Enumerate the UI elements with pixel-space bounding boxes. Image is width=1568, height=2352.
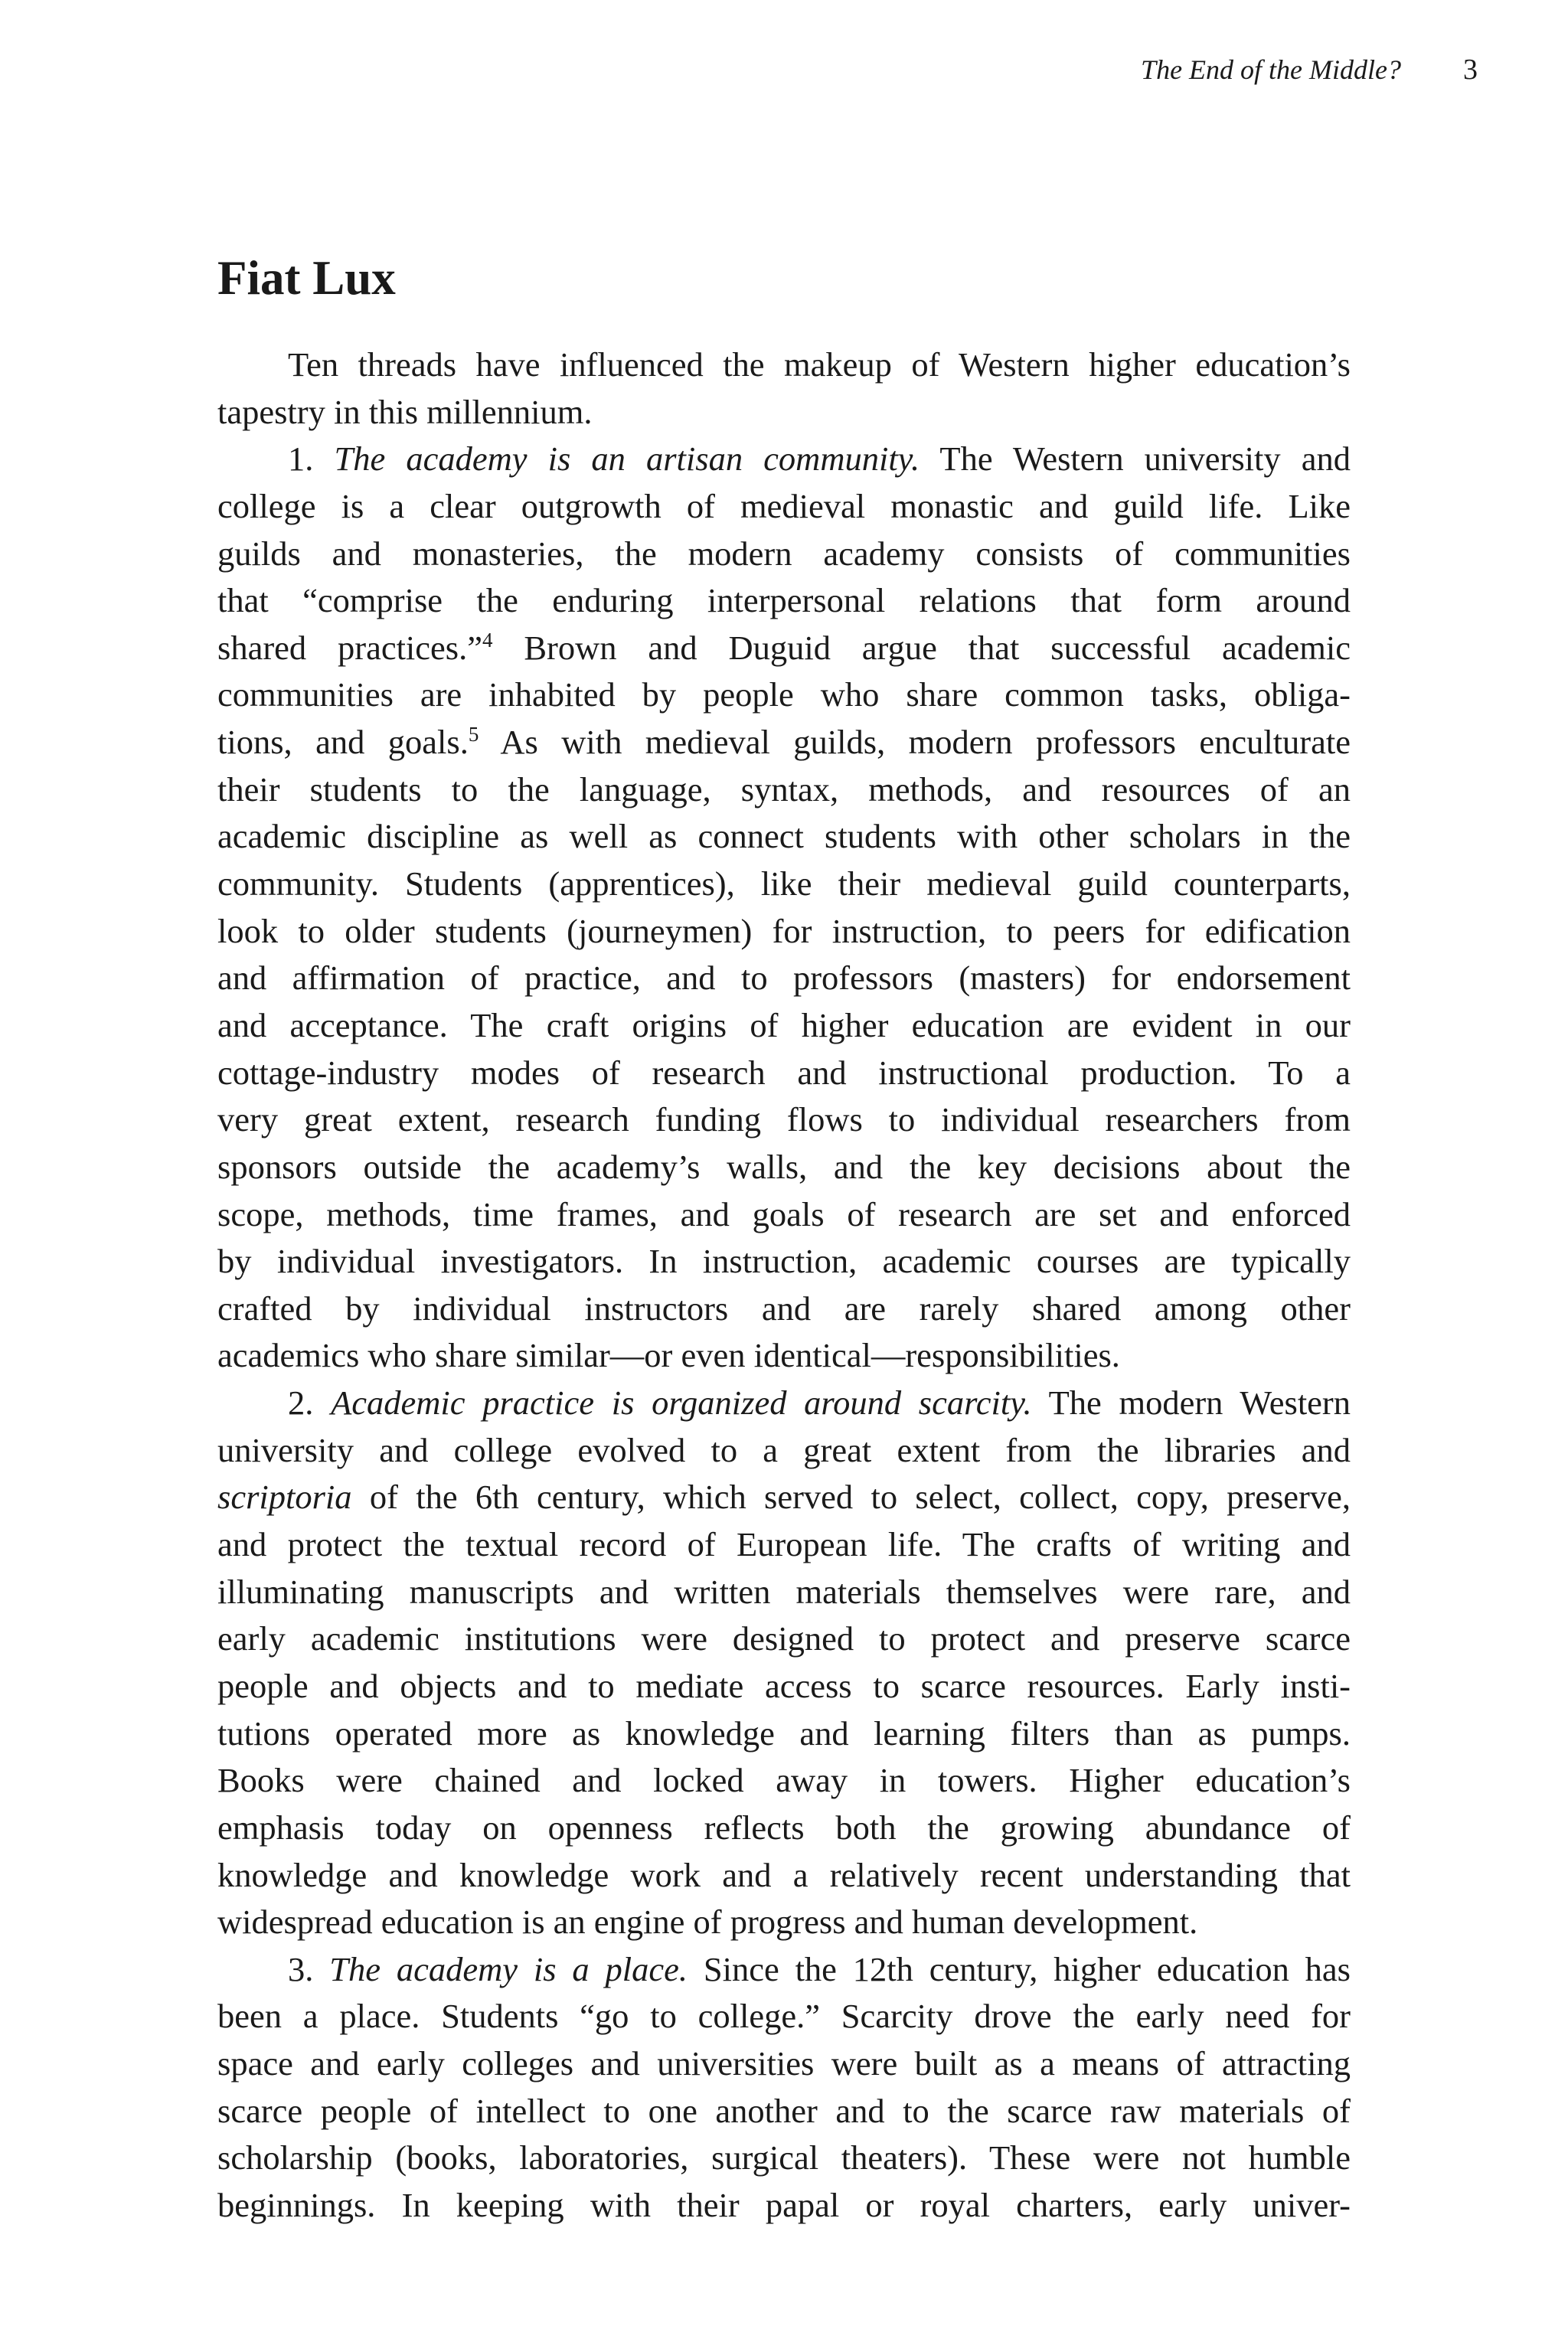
text-line: knowledge and knowledge work and a relatively recent understanding that [217, 1855, 1351, 1894]
line-rest: The Western university and [920, 439, 1351, 479]
text-line: academic discipline as well as connect students with other scholars in the [217, 817, 1351, 856]
text-line: university and college evolved to a great extent from the libraries and [217, 1430, 1351, 1469]
text-line: that “comprise the enduring interpersonal relations that form around [217, 581, 1351, 620]
text-line: emphasis today on openness reflects both the growing abundance of [217, 1808, 1351, 1847]
text-line: people and objects and to mediate access to scarce resources. Early insti- [217, 1666, 1351, 1705]
text-line [217, 436, 1351, 483]
text-line [217, 1474, 1351, 1521]
line-rest: The modern Western [1031, 1383, 1351, 1423]
running-header [0, 51, 1568, 96]
text-line [217, 1380, 1351, 1427]
line-rest: of the 6th century, which served to select, collect, copy, preserve, [351, 1478, 1351, 1517]
text-line: tapestry in this millennium. [217, 392, 593, 431]
text-line: Books were chained and locked away in towers. Higher education’s [217, 1761, 1351, 1800]
text-line: academics who share similar—or even identical—responsibilities. [217, 1336, 1120, 1375]
body-text [217, 341, 1351, 2230]
text-line: by individual investigators. In instruction, academic courses are typically [217, 1242, 1351, 1281]
italic-term: scriptoria [217, 1478, 352, 1517]
text-line: early academic institutions were designed to protect and preserve scarce [217, 1619, 1351, 1658]
text-line: guilds and monasteries, the modern academy consists of communities [217, 534, 1351, 573]
page-number: 3 [1463, 54, 1478, 86]
text-line: cottage-industry modes of research and instructional production. To a [217, 1053, 1351, 1092]
text-line: space and early colleges and universities were built as a means of attracting [217, 2044, 1351, 2083]
text-line: widespread education is an engine of progress and human development. [217, 1903, 1198, 1942]
text-line: tutions operated more as knowledge and learning filters than as pumps. [217, 1713, 1351, 1753]
text-line: scope, methods, time frames, and goals of research are set and enforced [217, 1194, 1351, 1233]
list-number: 3. [288, 1949, 330, 1988]
text-line: crafted by individual instructors and are rarely shared among other [217, 1289, 1351, 1328]
list-number: 2. [288, 1383, 332, 1423]
line-rest: Since the 12th century, higher education has [687, 1949, 1351, 1988]
footnote-ref: 4 [482, 629, 493, 652]
text-line: scarce people of intellect to one another and to the scarce raw materials of [217, 2091, 1351, 2130]
thread-title: The academy is an artisan community. [334, 439, 920, 479]
text-line: very great extent, research funding flows to individual researchers from [217, 1100, 1351, 1139]
text-line: scholarship (books, laboratories, surgical theaters). These were not humble [217, 2138, 1351, 2177]
text-line: Ten threads have influenced the makeup of Western higher education’s [288, 345, 1351, 384]
text-line: college is a clear outgrowth of medieval monastic and guild life. Like [217, 486, 1351, 525]
line-start: tions, and goals. [217, 723, 469, 762]
text-line: beginnings. In keeping with their papal or royal charters, early univer- [217, 2185, 1351, 2224]
list-number: 1. [288, 439, 335, 479]
line-rest: Brown and Duguid argue that successful academic [492, 628, 1351, 667]
thread-title: The academy is a place. [329, 1949, 688, 1988]
text-line: been a place. Students “go to college.” Scarcity drove the early need for [217, 1997, 1351, 2036]
text-line [217, 625, 1351, 672]
text-line: illuminating manuscripts and written materials themselves were rare, and [217, 1572, 1351, 1611]
text-line: and protect the textual record of European life. The crafts of writing and [217, 1525, 1351, 1564]
footnote-ref: 5 [468, 723, 479, 746]
line-rest: As with medieval guilds, modern professors enculturate [479, 723, 1351, 762]
text-line: their students to the language, syntax, methods, and resources of an [217, 769, 1351, 808]
running-title: The End of the Middle? [1141, 54, 1401, 85]
text-line: and affirmation of practice, and to professors (masters) for endorsement [217, 959, 1351, 998]
text-line [217, 719, 1351, 766]
thread-title: Academic practice is organized around scarcity. [331, 1383, 1032, 1423]
text-line: look to older students (journeymen) for instruction, to peers for edification [217, 911, 1351, 950]
line-start: shared practices.” [217, 628, 482, 667]
section-heading: Fiat Lux [217, 251, 396, 305]
text-line: community. Students (apprentices), like their medieval guild counterparts, [217, 864, 1351, 903]
text-line [217, 1946, 1351, 1994]
text-line: sponsors outside the academy’s walls, and the key decisions about the [217, 1147, 1351, 1186]
text-line: and acceptance. The craft origins of higher education are evident in our [217, 1005, 1351, 1044]
text-line: communities are inhabited by people who share common tasks, obliga- [217, 675, 1351, 714]
